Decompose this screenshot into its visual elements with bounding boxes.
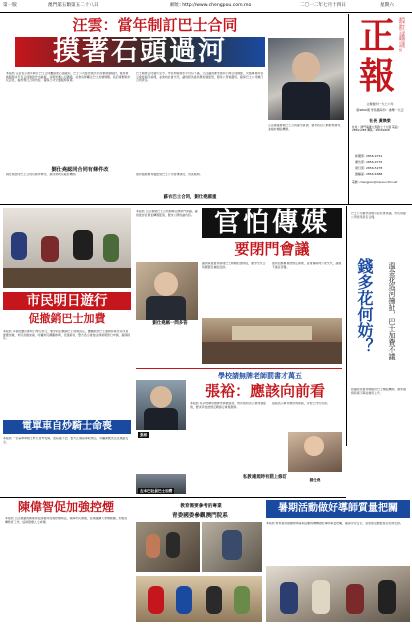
top-rule [0, 12, 412, 13]
bottom-right-headline: 暑期活動做好導師質量把關 [278, 503, 398, 514]
elec-band [3, 420, 131, 434]
lead-kicker: 汪雲：當年制訂巴士合同 [72, 16, 238, 34]
bottom-photo-4 [266, 566, 410, 622]
protest-photo [3, 208, 131, 288]
protest-body: 本報訊 多個社團宣佈明日舉行遊行，要求政府撤銷巴士加費決定，團體批評巴士服務質素未有改善卻要加費，市民負擔加重，呼籲市民踴躍參與，表達訴求，警方表示會按法律處理遊行申請，確保秩序。 [3, 330, 131, 340]
elec-body: 本報訊 一名電單車騎士昨日自炒受傷，送院後不治，警方正調查事故原因，呼籲駕駛者注意道路安全。 [3, 437, 129, 444]
teacher-headline: 張裕：應該向前看 [204, 382, 325, 400]
side-column-title: 錢多花何妨？ [355, 258, 374, 354]
section-rule-2 [0, 497, 346, 498]
lead-photo [268, 38, 344, 120]
section-rule-1 [0, 204, 412, 205]
registration: 澳門第五類第五二十八日 [48, 3, 99, 8]
bottom-photo-3 [136, 576, 262, 622]
teacher-body-left: 本報訊 有學校聘用無牌老師被罰款，教育當局表示會加強監察，要求學校按規定聘請合資格教師。 [190, 402, 267, 409]
lead-body-lower: 劉仕堯認同巴士合同有條件修改，當局會研究檢討機制。 [6, 173, 79, 176]
bottom-left-body: 本報訊 立法會議員陳偉智促請當局加強控煙執法，保障市民健康，並建議擴大禁煙範圍，加強宣傳教育工作，協助吸煙人士戒煙。 [5, 517, 128, 524]
protest-headline-band [3, 292, 131, 310]
billboard-sub: 要閉門會議 [234, 240, 310, 258]
billboard-body-mid: 議員質疑當局處理巴士問題的透明度，要求交代合同細節及補貼安排。 [202, 262, 266, 269]
bottom-photo-1 [136, 522, 200, 572]
teacher-kicker: 學校請無牌老師罰書才萬五 [218, 372, 302, 380]
misc-sub: 教育需要參考的專業 [180, 504, 222, 509]
page-number: 第一版 [3, 3, 17, 8]
masthead-name: 正報 [359, 15, 396, 97]
bottom-photo-2 [202, 522, 262, 572]
side-column-body-top: 巴士公司要求加費引起社會爭議，市民質疑公帑使用是否合理。 [351, 212, 406, 219]
lead-headline-band [15, 37, 265, 67]
lead-headline: 摸著石頭過河 [53, 36, 227, 67]
billboard-caption: 劉仕堯稱一問多答 [152, 321, 188, 326]
middle-caption: 蘇衣巴士合同，劉仕堯國重 [163, 195, 217, 200]
masthead-editor: 社長 黃煥榮 [369, 118, 391, 123]
masthead-phone-2: 發行部: 2856-5278 [355, 166, 383, 170]
protest-headline: 市民明日遊行 [26, 293, 108, 309]
lead-body-lower2: 當局強調會持續監察巴士公司營運情況，改善服務。 [136, 173, 203, 176]
legislature-photo [202, 318, 342, 364]
lead-body-right: 立法會議員就巴士合同提出質詢，要求政府公開財務資料，並檢討補貼機制。 [268, 124, 344, 131]
weekday: 星期六 [380, 3, 394, 8]
billboard-body-left: 本報訊 立法會就巴士合同問題召開閉門會議，議員批評官員怕傳媒監察，要求公開討論內容。 [136, 210, 198, 217]
masthead-slogans: 澳門報業歷史悠久大眾喜歡閱讀可靠的報紙 [399, 17, 406, 52]
masthead-phone-1: 廣告部: 2856-9776 [355, 160, 383, 164]
issue-date: 二〇一二年七月十四日 [300, 3, 346, 8]
website: 網址: http://www.chengpou.com.mo [170, 3, 252, 8]
teacher-photo-2 [288, 432, 342, 472]
lead-sub: 劉仕堯認同合同有條件改 [51, 167, 109, 173]
masthead-contact: 社址：澳門海邊大馬路七十九號 電話：28561288 傳真：28561866 [352, 125, 401, 133]
masthead-founded: 主辦創刊一九七六年 [366, 102, 394, 106]
billboard-photo-left [136, 262, 198, 320]
bottom-right-body: 本報訊 教育當局提醒舉辦暑期活動的機構做好導師質量把關，確保學生安全，並加強活動監察及培訓安排。 [266, 522, 403, 525]
masthead-phone-0: 新聞部: 2856-9752 [355, 154, 383, 158]
elec-title: 電單車自炒騎士命喪 [22, 421, 112, 432]
misc-photo-label-2: 劉仕堯 [309, 478, 321, 482]
side-column-body-bottom: 評論認為當局應檢討巴士補貼機制，避免服務質素下降而費用上升。 [351, 388, 406, 395]
teacher-photo-label: 張裕 [140, 433, 148, 437]
teacher-rule [136, 368, 342, 369]
masthead-edition: 第9800期 零售價每份：港幣一元正 [356, 108, 404, 112]
masthead-phone-3: 總編室: 2856-4688 [355, 172, 383, 176]
bottom-sub: 青委國委參觀澳門院系 [172, 513, 228, 519]
billboard-body-right: 當局回應稱會按規定處理，並會適時向公眾交代，議員不滿意答覆。 [272, 262, 342, 269]
teacher-photo [136, 380, 186, 430]
billboard-headline-band [202, 208, 342, 238]
side-column-vertical: 溫金花巡河撞扯，巴士加費不議 [388, 262, 396, 360]
misc-photo-label: 左本巴社員巴士加費 [140, 489, 173, 493]
masthead [348, 14, 410, 204]
bottom-left-headline: 陳偉智促加強控煙 [17, 500, 114, 514]
teacher-caption: 私教違規時有罰上修訂 [243, 475, 287, 480]
billboard-headline: 官怕傳媒 [213, 208, 330, 238]
bottom-right-band [266, 500, 410, 518]
teacher-body-right: 張裕表示事件應該向前看，學校已作出改善。 [272, 402, 330, 405]
masthead-email: 電郵: chengpou@macau.ctm.net [352, 180, 398, 184]
side-column [346, 206, 410, 446]
lead-body-left: 本報訊 汪雲表示當年制訂巴士合同屬摸著石頭過河，巴士公司經營模式仍需要時間檢討，當局會就服務水平及合同條款作出檢視，並與營運公司溝通，社會各界關注巴士加費問題，政府會聽取市民意見，檢討現行合同內容，確保公共交通服務質素。 [6, 72, 131, 82]
top-bar [0, 0, 412, 12]
lead-body-mid: 巴士服務合同簽訂至今，市民對服務水平仍有不滿，立法議員要求當局公開合同細節，交通事務局表示會按程序處理，並會向社會交代，議員認為當局應加強監管，避免公帑被濫用，確保巴士公司履行合同責任。 [136, 72, 264, 82]
protest-sub: 促撤銷巴士加費 [28, 312, 106, 325]
